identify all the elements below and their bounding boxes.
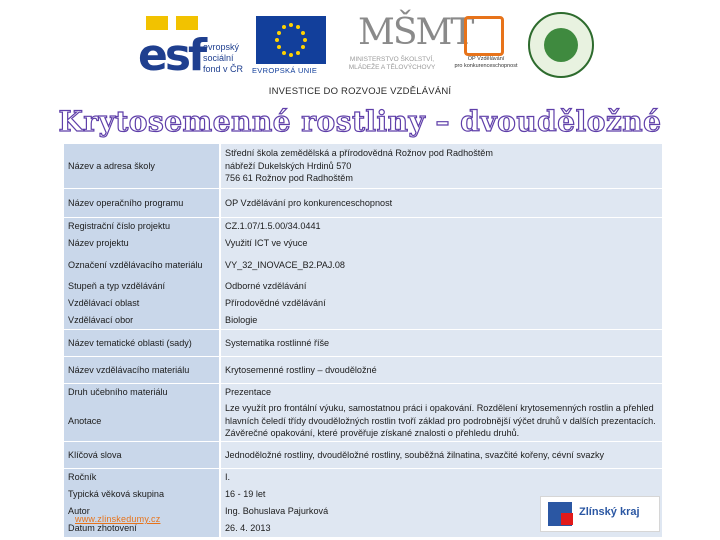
row-value: 26. 4. 2013 <box>220 520 662 537</box>
esf-logo-bar <box>146 16 168 30</box>
row-label: Název operačního programu <box>64 189 220 218</box>
row-label: Stupeň a typ vzdělávání <box>64 278 220 295</box>
region-logo-icon <box>548 502 572 526</box>
row-label: Datum zhotovení <box>64 520 220 537</box>
table-row <box>64 218 662 236</box>
msmt-caption-line: MINISTERSTVO ŠKOLSTVÍ, <box>349 56 435 63</box>
eu-caption: EVROPSKÁ UNIE <box>252 66 318 75</box>
row-value: VY_32_INOVACE_B2.PAJ.08 <box>220 252 662 278</box>
logo-banner <box>0 0 720 100</box>
msmt-logo <box>338 12 473 84</box>
esf-caption-line: evropský <box>203 42 240 52</box>
esf-logo-bar <box>176 16 198 30</box>
row-label: Typická věková skupina <box>64 486 220 503</box>
school-seal-icon <box>528 12 594 78</box>
row-label: Označení vzdělávacího materiálu <box>64 252 220 278</box>
row-label: Autor <box>64 503 220 520</box>
address-line: 756 61 Rožnov pod Radhoštěm <box>225 173 353 184</box>
region-logo-inner <box>561 513 573 525</box>
row-label: Název vzdělávacího materiálu <box>64 357 220 384</box>
eu-stars-icon <box>256 16 326 64</box>
row-label: Klíčová slova <box>64 442 220 469</box>
table-row <box>64 469 662 487</box>
esf-caption-line: sociální <box>203 53 234 63</box>
row-value: I. <box>220 469 662 487</box>
op-caption-line: pro konkurenceschopnost <box>454 63 518 69</box>
row-value: Ing. Bohuslava Pajurková <box>220 503 662 520</box>
row-label: Registrační číslo projektu <box>64 218 220 236</box>
esf-logo-letters: esf <box>138 30 205 81</box>
row-label: Ročník <box>64 469 220 487</box>
row-value: Odborné vzdělávání <box>220 278 662 295</box>
table-row <box>64 189 662 218</box>
msmt-caption <box>338 56 446 72</box>
row-value: Lze využít pro frontální výuku, samostatnou práci i opakování. Rozdělení krytosemenných rostlin a přehled hlavních čeledí třídy dvouděložných rostlin tvoří základ pro podrobnější výčet druhů v dalších prezentacích. Závěrečné opakování, které prověřuje získané znalosti o přehledu druhů. <box>220 401 662 442</box>
msmt-caption-line: MLÁDEŽE A TĚLOVÝCHOVY <box>348 64 436 71</box>
row-label: Vzdělávací oblast <box>64 295 220 312</box>
page-title: Krytosemenné rostliny – dvouděložné <box>58 105 662 138</box>
row-label: Anotace <box>64 401 220 442</box>
op-caption <box>446 56 526 70</box>
esf-caption-line: fond v ČR <box>203 64 244 74</box>
address-line: nábřeží Dukelských Hrdinů 570 <box>225 160 352 171</box>
project-info-table <box>64 144 662 537</box>
region-logo-text: Zlínský kraj <box>579 506 640 518</box>
table-row <box>64 330 662 357</box>
op-caption-line: OP Vzdělávání <box>467 56 505 62</box>
row-value: Využití ICT ve výuce <box>220 235 662 252</box>
website-link[interactable]: www.zlinskedumy.cz <box>75 514 161 524</box>
zlinsky-kraj-logo <box>540 496 660 532</box>
row-value: Krytosemenné rostliny – dvouděložné <box>220 357 662 384</box>
table-row <box>64 278 662 295</box>
eu-flag-icon <box>256 16 326 64</box>
table-row <box>64 295 662 312</box>
op-logo-icon <box>464 16 504 56</box>
row-value: OP Vzdělávání pro konkurenceschopnost <box>220 189 662 218</box>
table-row <box>64 252 662 278</box>
row-value <box>220 144 662 189</box>
row-value: CZ.1.07/1.5.00/34.0441 <box>220 218 662 236</box>
address-line: Střední škola zemědělská a přírodovědná Rožnov pod Radhoštěm <box>225 148 493 159</box>
school-seal-center <box>544 28 578 62</box>
table-row <box>64 442 662 469</box>
table-row <box>64 357 662 384</box>
row-label: Druh učebního materiálu <box>64 384 220 402</box>
invest-tagline: INVESTICE DO ROZVOJE VZDĚLÁVÁNÍ <box>268 86 452 97</box>
table-row <box>64 401 662 442</box>
row-label: Vzdělávací obor <box>64 312 220 330</box>
table-row <box>64 235 662 252</box>
row-value: Biologie <box>220 312 662 330</box>
row-value: Jednoděložné rostliny, dvouděložné rostliny, souběžná žilnatina, svazčité kořeny, cévní svazky <box>220 442 662 469</box>
row-label: Název a adresa školy <box>64 144 220 189</box>
row-value: Přírodovědné vzdělávání <box>220 295 662 312</box>
row-label: Název tematické oblasti (sady) <box>64 330 220 357</box>
table-row <box>64 312 662 330</box>
row-value: Prezentace <box>220 384 662 402</box>
row-value: Systematika rostlinné říše <box>220 330 662 357</box>
table-row <box>64 144 662 189</box>
table-row <box>64 384 662 402</box>
op-logo <box>450 16 522 76</box>
row-label: Název projektu <box>64 235 220 252</box>
row-value: 16 - 19 let <box>220 486 662 503</box>
msmt-logo-mark: MŠMT <box>358 12 473 53</box>
